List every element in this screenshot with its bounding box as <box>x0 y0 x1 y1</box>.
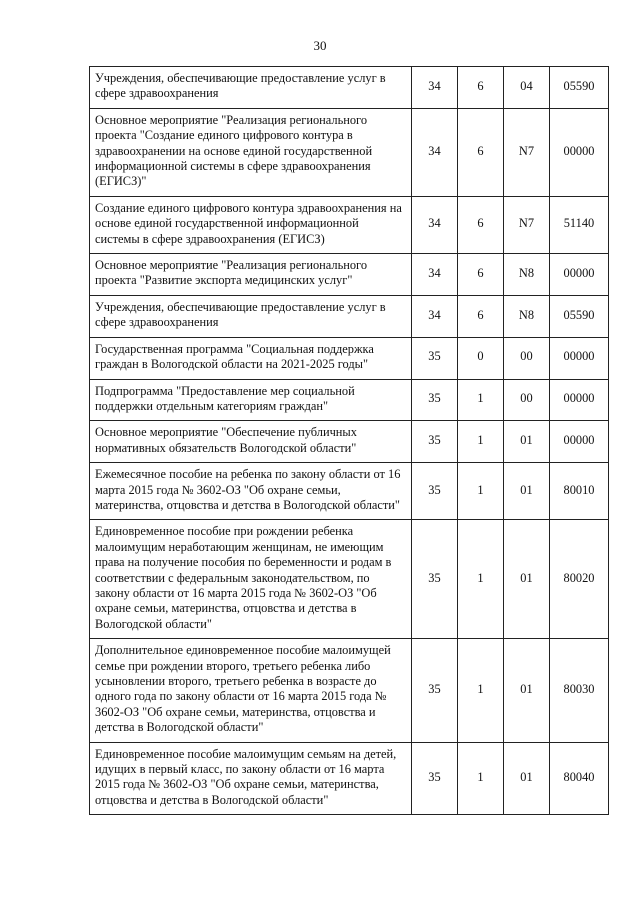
table-row <box>90 254 609 296</box>
table-row <box>90 463 609 520</box>
row-name-cell: Учреждения, обеспечивающие предоставление услуг в сфере здравоохранения <box>90 295 412 337</box>
program-code-cell: 34 <box>412 254 458 296</box>
row-name-cell: Учреждения, обеспечивающие предоставление услуг в сфере здравоохранения <box>90 67 412 109</box>
subprogram-code-cell: 1 <box>458 379 504 421</box>
table-row <box>90 67 609 109</box>
subprogram-code-cell: 6 <box>458 295 504 337</box>
event-code-cell: 01 <box>504 639 550 742</box>
table-row <box>90 295 609 337</box>
row-name-cell: Основное мероприятие "Реализация регионального проекта "Создание единого цифрового контура в здравоохранении на основе единой государственной информационной системы в сфере здравоохранения (ЕГИСЗ)" <box>90 108 412 196</box>
program-code-cell: 34 <box>412 67 458 109</box>
table-row <box>90 520 609 639</box>
subprogram-code-cell: 1 <box>458 742 504 815</box>
direction-code-cell: 80020 <box>550 520 609 639</box>
event-code-cell: N8 <box>504 254 550 296</box>
table-row <box>90 379 609 421</box>
program-code-cell: 35 <box>412 742 458 815</box>
subprogram-code-cell: 6 <box>458 67 504 109</box>
direction-code-cell: 00000 <box>550 254 609 296</box>
table-row <box>90 337 609 379</box>
direction-code-cell: 00000 <box>550 337 609 379</box>
row-name-cell: Ежемесячное пособие на ребенка по закону области от 16 марта 2015 года № 3602-ОЗ "Об охране семьи, материнства, отцовства и детства в Вологодской области" <box>90 463 412 520</box>
subprogram-code-cell: 6 <box>458 108 504 196</box>
direction-code-cell: 00000 <box>550 421 609 463</box>
subprogram-code-cell: 0 <box>458 337 504 379</box>
direction-code-cell: 80040 <box>550 742 609 815</box>
event-code-cell: 04 <box>504 67 550 109</box>
table-row <box>90 196 609 253</box>
row-name-cell: Основное мероприятие "Обеспечение публичных нормативных обязательств Вологодской области" <box>90 421 412 463</box>
direction-code-cell: 05590 <box>550 295 609 337</box>
page-number: 30 <box>313 38 327 53</box>
row-name-cell: Создание единого цифрового контура здравоохранения на основе единой государственной информационной системы в сфере здравоохранения (ЕГИСЗ) <box>90 196 412 253</box>
subprogram-code-cell: 6 <box>458 196 504 253</box>
event-code-cell: 01 <box>504 421 550 463</box>
subprogram-code-cell: 1 <box>458 463 504 520</box>
program-code-cell: 34 <box>412 196 458 253</box>
table-row <box>90 742 609 815</box>
event-code-cell: 01 <box>504 520 550 639</box>
program-code-cell: 35 <box>412 379 458 421</box>
direction-code-cell: 80030 <box>550 639 609 742</box>
subprogram-code-cell: 6 <box>458 254 504 296</box>
direction-code-cell: 51140 <box>550 196 609 253</box>
subprogram-code-cell: 1 <box>458 639 504 742</box>
event-code-cell: 00 <box>504 337 550 379</box>
table-body <box>90 67 609 815</box>
program-code-cell: 34 <box>412 108 458 196</box>
event-code-cell: 00 <box>504 379 550 421</box>
table-row <box>90 639 609 742</box>
row-name-cell: Единовременное пособие малоимущим семьям на детей, идущих в первый класс, по закону области от 16 марта 2015 года № 3602-ОЗ "Об охране семьи, материнства, отцовства и детства в Вологодской области" <box>90 742 412 815</box>
row-name-cell: Подпрограмма "Предоставление мер социальной поддержки отдельным категориям граждан" <box>90 379 412 421</box>
subprogram-code-cell: 1 <box>458 520 504 639</box>
row-name-cell: Государственная программа "Социальная поддержка граждан в Вологодской области на 2021-2025 годы" <box>90 337 412 379</box>
program-code-cell: 35 <box>412 639 458 742</box>
program-code-cell: 35 <box>412 463 458 520</box>
program-code-cell: 35 <box>412 520 458 639</box>
table-row <box>90 421 609 463</box>
subprogram-code-cell: 1 <box>458 421 504 463</box>
direction-code-cell: 80010 <box>550 463 609 520</box>
row-name-cell: Единовременное пособие при рождении ребенка малоимущим неработающим женщинам, не имеющим права на получение пособия по беременности и родам в соответствии с федеральным законодательством, по закону области от 16 марта 2015 года № 3602-ОЗ "Об охране семьи, материнства, отцовства и детства в Вологодской области" <box>90 520 412 639</box>
event-code-cell: 01 <box>504 742 550 815</box>
program-code-cell: 35 <box>412 421 458 463</box>
direction-code-cell: 05590 <box>550 67 609 109</box>
row-name-cell: Дополнительное единовременное пособие малоимущей семье при рождении второго, третьего ребенка либо усыновлении второго, третьего ребенка в возрасте до одного года по закону области от 16 марта 2015 года № 3602-ОЗ "Об охране семьи, материнства, отцовства и детства в Вологодской области" <box>90 639 412 742</box>
budget-classification-table <box>89 66 609 815</box>
event-code-cell: 01 <box>504 463 550 520</box>
program-code-cell: 35 <box>412 337 458 379</box>
program-code-cell: 34 <box>412 295 458 337</box>
direction-code-cell: 00000 <box>550 108 609 196</box>
event-code-cell: N7 <box>504 196 550 253</box>
table-row <box>90 108 609 196</box>
direction-code-cell: 00000 <box>550 379 609 421</box>
event-code-cell: N8 <box>504 295 550 337</box>
event-code-cell: N7 <box>504 108 550 196</box>
row-name-cell: Основное мероприятие "Реализация регионального проекта "Развитие экспорта медицинских услуг" <box>90 254 412 296</box>
